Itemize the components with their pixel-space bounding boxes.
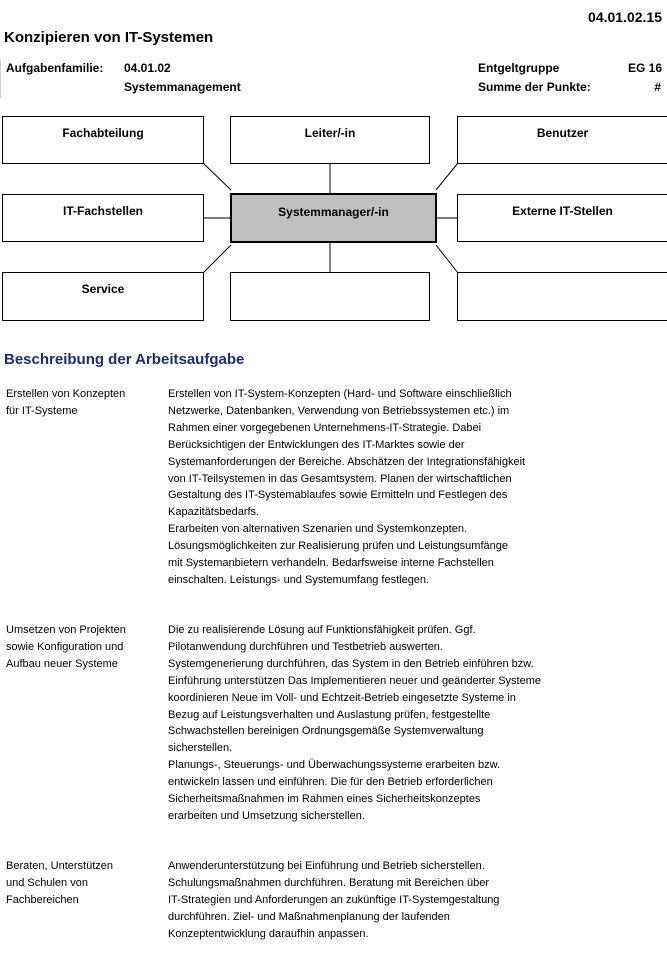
- task-text-line: Schwachstellen bereinigen Ordnungsgemäße Systemverwaltung: [168, 725, 484, 738]
- task-text-line: Einführung unterstützen Das Implementieren neuer und geänderter Systeme: [168, 674, 541, 687]
- task-label-line: Erstellen von Konzepten: [6, 388, 126, 400]
- task-label-line: Aufbau neuer Systeme: [6, 658, 118, 670]
- summe-label: Summe der Punkte:: [478, 80, 591, 94]
- task-label: [6, 622, 156, 673]
- task-text-line: Berücksichtigen der Entwicklungen des IT-Marktes sowie der: [168, 438, 465, 451]
- org-box-it-fachstellen: IT-Fachstellen: [2, 194, 204, 242]
- task-text-line: Kapazitätsbedarfs.: [168, 506, 260, 519]
- task-text-line: sicherstellen.: [168, 742, 233, 755]
- org-box-externe-it-stellen: Externe IT-Stellen: [457, 194, 667, 242]
- connector-top-left: [203, 163, 231, 190]
- task-text-line: Sicherheitsmaßnahmen im Rahmen eines Sicherheitskonzeptes: [168, 793, 481, 806]
- task-text-line: Pilotanwendung durchführen und Testbetrieb auswerten.: [168, 640, 443, 653]
- document-number: 04.01.02.15: [588, 9, 662, 25]
- task-text-line: Netzwerke, Datenbanken, Verwendung von Betriebssystemen etc.) im: [168, 404, 510, 417]
- task-label: [6, 386, 156, 420]
- task-text-line: Systemgenerierung durchführen, das System in den Betrieb einführen bzw.: [168, 657, 534, 670]
- task-text-line: Gestaltung des IT-Systemablaufes sowie Ermitteln und Festlegen des: [168, 489, 508, 502]
- task-text-line: mit Systemanbietern verhandeln. Bedarfsweise interne Fachstellen: [168, 557, 494, 570]
- aufgabenfamilie-name: Systemmanagement: [124, 80, 241, 94]
- task-label-line: Umsetzen von Projekten: [6, 624, 126, 636]
- task-label: [6, 858, 156, 909]
- summe-value: #: [654, 80, 661, 94]
- org-box-leiter: Leiter/-in: [230, 116, 430, 164]
- connector-top-right: [436, 163, 458, 190]
- task-text-line: durchführen. Ziel- und Maßnahmenplanung der laufenden: [168, 910, 450, 923]
- task-label-line: Beraten, Unterstützen: [6, 860, 114, 872]
- org-box-empty-center: [230, 272, 430, 321]
- org-box-fachabteilung: Fachabteilung: [2, 116, 204, 164]
- task-text-line: Systemanforderungen der Bereiche. Abschätzen der Integrationsfähigkeit: [168, 455, 526, 468]
- org-box-service: Service: [2, 272, 204, 321]
- org-box-systemmanager: Systemmanager/-in: [230, 193, 437, 243]
- task-text-line: Erarbeiten von alternativen Szenarien und Systemkonzepten.: [168, 523, 468, 536]
- task-text-line: Planungs-, Steuerungs- und Überwachungssysteme erarbeiten bzw.: [168, 759, 501, 772]
- aufgabenfamilie-label: Aufgabenfamilie:: [6, 61, 104, 75]
- entgeltgruppe-label: Entgeltgruppe: [478, 61, 560, 75]
- task-text-line: einschalten. Leistungs- und Systemumfang festlegen.: [168, 573, 430, 586]
- aufgabenfamilie-code: 04.01.02: [124, 61, 171, 75]
- task-text-line: Anwenderunterstützung bei Einführung und Betrieb sicherstellen.: [168, 860, 485, 872]
- task-description: [168, 858, 664, 943]
- section-heading: Beschreibung der Arbeitsaufgabe: [4, 351, 245, 368]
- connector-bottom-right: [436, 245, 458, 273]
- task-text-line: Lösungsmöglichkeiten zur Realisierung prüfen und Leistungsumfänge: [168, 540, 508, 553]
- task-text-line: Schulungsmaßnahmen durchführen. Beratung mit Bereichen über: [168, 876, 490, 889]
- task-text-line: koordinieren Neue im Voll- und Echtzeit-Betrieb eingesetzte Systeme in: [168, 691, 516, 704]
- task-label-line: Fachbereichen: [6, 894, 79, 906]
- page-title: Konzipieren von IT-Systemen: [4, 29, 214, 46]
- task-label-line: und Schulen von: [6, 877, 88, 889]
- task-label-line: für IT-Systeme: [6, 405, 78, 417]
- task-label-line: sowie Konfiguration und: [6, 641, 124, 653]
- task-text-line: entwickeln lassen und einführen. Die für den Betrieb erforderlichen: [168, 776, 493, 789]
- org-box-benutzer: Benutzer: [457, 116, 667, 164]
- task-text-line: von IT-Teilsystemen in das Gesamtsystem. Planen der wirtschaftlichen: [168, 472, 512, 485]
- task-text-line: Rahmen einer vorgegebenen Unternehmens-IT-Strategie. Dabei: [168, 421, 482, 434]
- task-description: [168, 622, 664, 825]
- task-text-line: IT-Strategien und Anforderungen an zukünftige IT-Systemgestaltung: [168, 893, 500, 906]
- task-text-line: erarbeiten und Umsetzung sicherstellen.: [168, 809, 365, 822]
- org-box-empty-right: [457, 272, 667, 321]
- task-text-line: Konzeptentwicklung daraufhin anpassen.: [168, 927, 369, 940]
- task-description: [168, 386, 664, 589]
- connector-bottom-left: [203, 245, 231, 273]
- task-text-line: Erstellen von IT-System-Konzepten (Hard- und Software einschließlich: [168, 388, 512, 400]
- task-text-line: Die zu realisierende Lösung auf Funktionsfähigkeit prüfen. Ggf.: [168, 624, 476, 636]
- entgeltgruppe-value: EG 16: [627, 61, 662, 75]
- task-text-line: Bezug auf Leistungsverhalten und Auslastung prüfen, festgestellte: [168, 708, 491, 721]
